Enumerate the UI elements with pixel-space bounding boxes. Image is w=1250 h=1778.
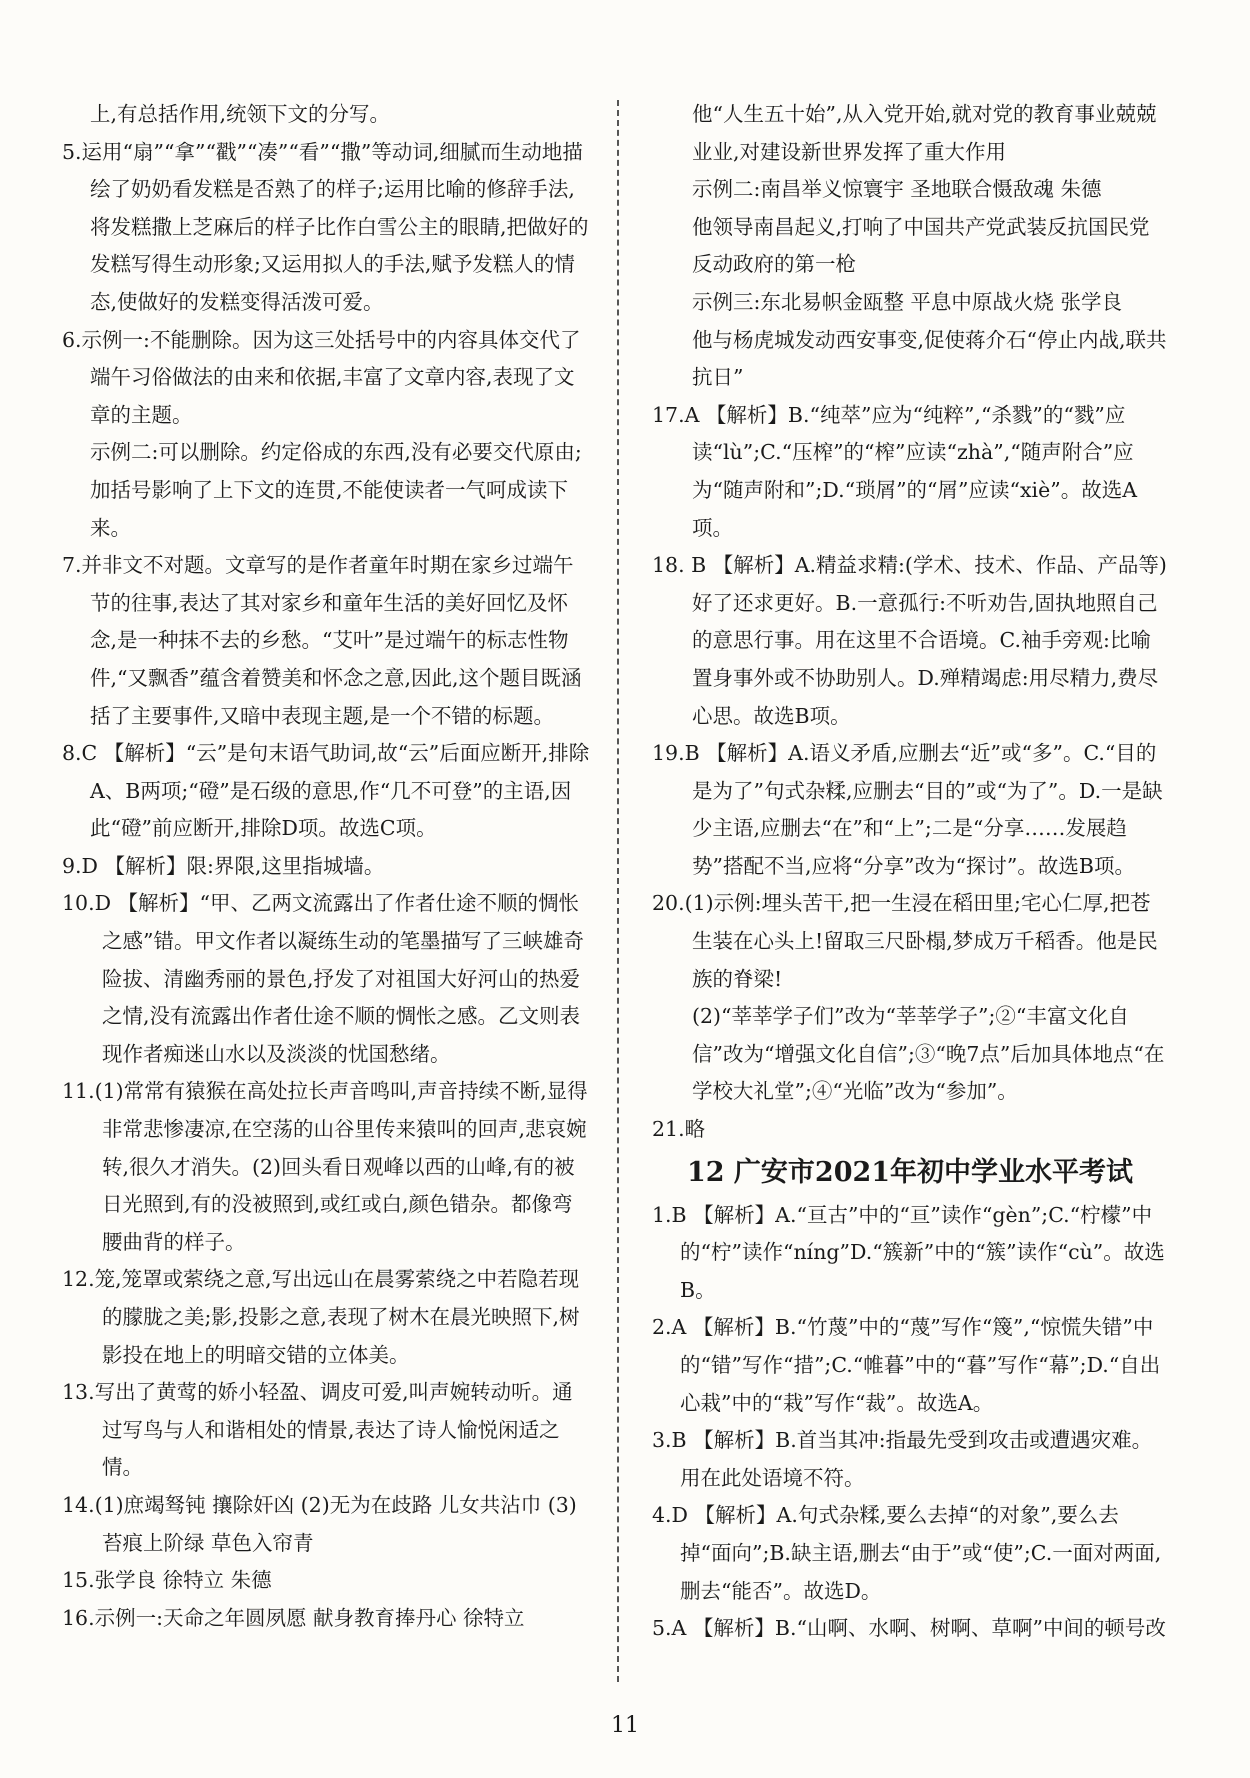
answer-16-explanation-3: 他与杨虎城发动西安事变,促使蒋介石“停止内战,联共抗日” (692, 327, 1167, 390)
answer-16-example-3: 示例三:东北易帜金瓯整 平息中原战火烧 张学良 (692, 289, 1122, 314)
answer-4-continued: 上,有总括作用,统领下文的分写。 (90, 102, 391, 126)
answer-7: 7.并非文不对题。文章写的是作者童年时期在家乡过端午节的往事,表达了其对家乡和童年生活的美好回忆及怀念,是一种抹不去的乡愁。“艾叶”是过端午的标志性物件,“又飘香”蕴含着赞美和怀念之意,因此,这个题目既涵括了主要事件,又暗中表现主题,是一个不错的标题。 (62, 553, 582, 728)
answer-15: 15.张学良 徐特立 朱德 (62, 1568, 272, 1593)
answer-13: 13.写出了黄莺的娇小轻盈、调皮可爱,叫声婉转动听。通过写鸟与人和谐相处的情景,表达了诗人愉悦闲适之情。 (62, 1380, 573, 1480)
page-number: 11 (611, 1713, 639, 1738)
answer-14: 14.(1)庶竭驽钝 攘除奸凶 (2)无为在歧路 儿女共沾巾 (3)苔痕上阶绿 草色入帘青 (62, 1492, 577, 1555)
answer-6-example-1: 6.示例一:不能删除。因为这三处括号中的内容具体交代了端午习俗做法的由来和依据,丰富了文章内容,表现了文章的主题。 (62, 327, 581, 427)
answer-8: 8.C 【解析】“云”是句末语气助词,故“云”后面应断开,排除A、B两项;“磴”是石级的意思,作“几不可登”的主语,因此“磴”前应断开,排除D项。故选C项。 (62, 741, 590, 841)
answer-16-explanation-2: 他领导南昌起义,打响了中国共产党武装反抗国民党反动政府的第一枪 (692, 214, 1150, 277)
answer-5: 5.运用“扇”“拿”“戳”“凑”“看”“撒”等动词,细腻而生动地描绘了奶奶看发糕是否熟了的样子;运用比喻的修辞手法,将发糕撒上芝麻后的样子比作白雪公主的眼睛,把做好的发糕写得生动形象;又运用拟人的手法,赋予发糕人的情态,使做好的发糕变得活泼可爱。 (62, 139, 589, 314)
answer-9: 9.D 【解析】限:界限,这里指城墙。 (62, 853, 385, 878)
guangan-answer-1: 1.B 【解析】A.“亘古”中的“亘”读作“gèn”;C.“柠檬”中的“柠”读作“níng”D.“簇新”中的“簇”读作“cù”。故选B。 (652, 1202, 1165, 1302)
left-column (62, 96, 590, 1637)
guangan-answer-4: 4.D 【解析】A.句式杂糅,要么去掉“的对象”,要么去掉“面向”;B.缺主语,删去“由于”或“使”;C.一面对两面,删去“能否”。故选D。 (652, 1503, 1162, 1603)
answer-16-explanation-1: 他“人生五十始”,从入党开始,就对党的教育事业兢兢业业,对建设新世界发挥了重大作用 (692, 102, 1157, 164)
answer-16-example-2: 示例二:南昌举义惊寰宇 圣地联合慑敌魂 朱德 (692, 177, 1102, 202)
answer-21: 21.略 (652, 1117, 706, 1142)
answer-20-part-2: (2)“莘莘学子们”改为“莘莘学子”;②“丰富文化自信”改为“增强文化自信”;③“晚7点”后加具体地点“在学校大礼堂”;④“光临”改为“参加”。 (692, 1004, 1165, 1104)
answer-17: 17.A 【解析】B.“纯萃”应为“纯粹”,“杀戮”的“戮”应读“lù”;C.“压榨”的“榨”应读“zhà”,“随声附合”应为“随声附和”;D.“琐屑”的“屑”应读“xiè”。故选A项。 (652, 402, 1138, 540)
right-column (652, 96, 1168, 1648)
answer-12: 12.笼,笼罩或萦绕之意,写出远山在晨雾萦绕之中若隐若现的朦胧之美;影,投影之意,表现了树木在晨光映照下,树影投在地上的明暗交错的立体美。 (62, 1267, 580, 1367)
answer-18: 18. B 【解析】A.精益求精:(学术、技术、作品、产品等)好了还求更好。B.一意孤行:不听劝告,固执地照自己的意思行事。用在这里不合语境。C.袖手旁观:比喻置身事外或不协助别人。D.殚精竭虑:用尽精力,费尽心思。故选B项。 (652, 553, 1167, 728)
column-divider (617, 100, 619, 1682)
section-title: 12 广安市2021年初中学业水平考试 (686, 1156, 1134, 1188)
guangan-answer-5: 5.A 【解析】B.“山啊、水啊、树啊、草啊”中间的顿号改 (652, 1616, 1166, 1641)
answer-16-example-1: 16.示例一:天命之年圆夙愿 献身教育捧丹心 徐特立 (62, 1605, 525, 1630)
answer-10: 10.D 【解析】“甲、乙两文流露出了作者仕途不顺的惆怅之感”错。甲文作者以凝练生动的笔墨描写了三峡雄奇险拔、清幽秀丽的景色,抒发了对祖国大好河山的热爱之情,没有流露出作者仕途不顺的惆怅之感。乙文则表现作者痴迷山水以及淡淡的忧国愁绪。 (62, 891, 584, 1066)
guangan-answer-2: 2.A 【解析】B.“竹蔑”中的“蔑”写作“篾”,“惊慌失错”中的“错”写作“措”;C.“帷暮”中的“暮”写作“幕”;D.“自出心栽”中的“栽”写作“裁”。故选A。 (652, 1315, 1161, 1415)
answer-11: 11.(1)常常有猿猴在高处拉长声音鸣叫,声音持续不断,显得非常悲惨凄凉,在空荡的山谷里传来猿叫的回声,悲哀婉转,很久才消失。(2)回头看日观峰以西的山峰,有的被日光照到,有的没被照到,或红或白,颜色错杂。都像弯腰曲背的样子。 (62, 1079, 588, 1254)
guangan-answer-3: 3.B 【解析】B.首当其冲:指最先受到攻击或遭遇灾难。用在此处语境不符。 (652, 1428, 1153, 1490)
answer-19: 19.B 【解析】A.语义矛盾,应删去“近”或“多”。C.“目的是为了”句式杂糅,应删去“目的”或“为了”。D.一是缺少主语,应删去“在”和“上”;二是“分享……发展趋势”搭配不当,应将“分享”改为“探讨”。故选B项。 (652, 741, 1163, 878)
answer-20-part-1: 20.(1)示例:埋头苦干,把一生浸在稻田里;宅心仁厚,把苍生装在心头上!留取三尺卧榻,梦成万千稻香。他是民族的脊梁! (652, 891, 1158, 991)
answer-6-example-2: 示例二:可以删除。约定俗成的东西,没有必要交代原由;加括号影响了上下文的连贯,不能使读者一气呵成读下来。 (90, 440, 582, 540)
